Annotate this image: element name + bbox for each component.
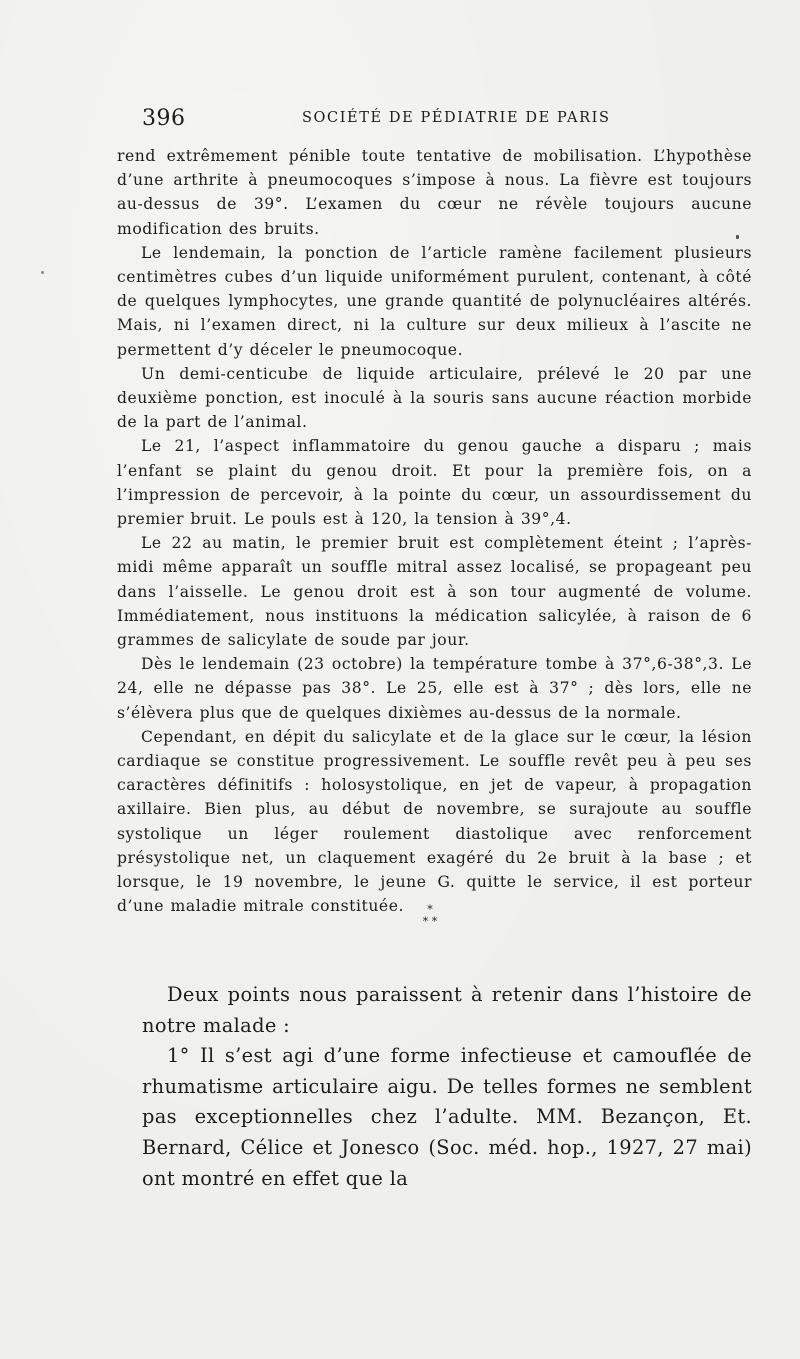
asterism-top: * (427, 903, 433, 916)
paragraph: rend extrêmement pénible toute tentative de mobilisation. L’hypothèse d’une arthrite à pneumocoques s’impose à nous. La fièvre est toujours au-dessus de 39°. L’examen du cœur ne révèle toujours aucune modification des bruits. (117, 147, 752, 238)
paragraph: Cependant, en dépit du salicylate et de la glace sur le cœur, la lésion cardiaque se constitue progressivement. Le souffle revêt peu à peu ses caractères définitifs : holosystolique, en jet de vapeur, à propagation axillaire. Bien plus, au début de novembre, se surajoute au souffle systolique un léger roulement diastolique avec renforcement présystolique net, un claquement exagéré du 2e bruit à la base ; et lorsque, le 19 novembre, le jeune G. quitte le service, il est porteur d’une maladie mitrale constituée. (117, 727, 752, 916)
print-speck (41, 271, 44, 274)
running-head (142, 106, 752, 136)
paragraph: Deux points nous paraissent à retenir dans l’histoire de notre malade : (142, 983, 752, 1037)
paragraph: Un demi-centicube de liquide articulaire, prélevé le 20 par une deuxième ponction, est inoculé à la souris sans aucune réaction morbide de la part de l’animal. (117, 364, 752, 432)
case-report-text (117, 144, 752, 919)
paragraph: Le 22 au matin, le premier bruit est complètement éteint ; l’après-midi même apparaît un souffle mitral assez localisé, se propageant peu dans l’aisselle. Le genou droit est à son tour augmenté de volume. Immédiatement, nous instituons la médication salicylée, à raison de 6 grammes de salicylate de soude par jour. (117, 534, 752, 650)
running-title: SOCIÉTÉ DE PÉDIATRIE DE PARIS (302, 110, 611, 126)
discussion-text (142, 980, 752, 1194)
asterism-divider (400, 904, 460, 944)
page-number: 396 (142, 106, 186, 131)
paragraph: 1° Il s’est agi d’une forme infectieuse et camouflée de rhumatisme articulaire aigu. De telles formes ne semblent pas exceptionnelles chez l’adulte. MM. Bezançon, Et. Bernard, Célice et Jonesco (Soc. méd. hop., 1927, 27 mai) ont montré en effet que la (142, 1044, 752, 1190)
paragraph: Le 21, l’aspect inflammatoire du genou gauche a disparu ; mais l’enfant se plaint du genou droit. Et pour la première fois, on a l’impression de percevoir, à la pointe du cœur, un assourdissement du premier bruit. Le pouls est à 120, la tension à 39°,4. (117, 437, 752, 529)
asterism-bottom: * * (422, 915, 438, 928)
paragraph: Le lendemain, la ponction de l’article ramène facilement plusieurs centimètres cubes d’un liquide uniformément purulent, contenant, à côté de quelques lymphocytes, une grande quantité de polynucléaires altérés. Mais, ni l’examen direct, ni la culture sur deux milieux à l’ascite ne permettent d’y déceler le pneumocoque. (117, 243, 752, 359)
paragraph: Dès le lendemain (23 octobre) la température tombe à 37°,6-38°,3. Le 24, elle ne dépasse pas 38°. Le 25, elle est à 37° ; dès lors, elle ne s’élèvera plus que de quelques dixièmes au-dessus de la normale. (117, 655, 752, 722)
